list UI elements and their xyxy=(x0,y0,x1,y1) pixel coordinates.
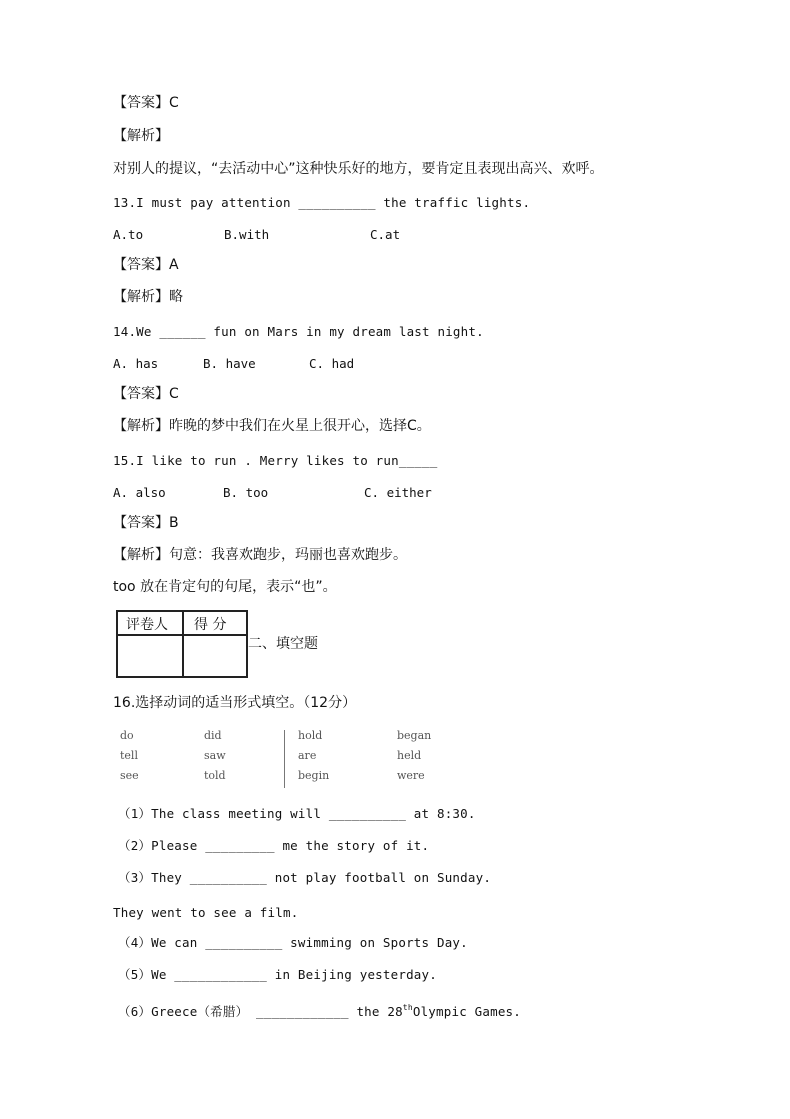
score-table xyxy=(116,610,248,678)
verb-word: held xyxy=(397,749,422,762)
q16-item-6-post: Olympic Games. xyxy=(412,1004,522,1019)
section-title: 二、填空题 xyxy=(248,636,318,652)
q15-option-a: A. also xyxy=(113,485,166,500)
q13-analysis: 【解析】略 xyxy=(113,289,183,305)
verb-word: see xyxy=(120,769,139,782)
q13-question: 13.I must pay attention __________ the traffic lights. xyxy=(113,195,531,210)
q14-option-b: B. have xyxy=(203,356,256,371)
q16-item-1: （1）The class meeting will __________ at 8:30. xyxy=(118,806,476,821)
q14-question: 14.We ______ fun on Mars in my dream last night. xyxy=(113,324,484,339)
verb-word: do xyxy=(120,729,134,742)
q12-analysis-text: 对别人的提议，“去活动中心”这种快乐好的地方，要肯定且表现出高兴、欢呼。 xyxy=(113,161,604,177)
table-divider-vertical xyxy=(182,612,184,676)
table-header-grader: 评卷人 xyxy=(126,617,168,633)
q14-option-a: A. has xyxy=(113,356,159,371)
verb-word: begin xyxy=(298,769,330,782)
q15-option-c: C. either xyxy=(364,485,432,500)
verb-word: told xyxy=(204,769,226,782)
verb-word: tell xyxy=(120,749,138,762)
q15-analysis: 【解析】句意：我喜欢跑步，玛丽也喜欢跑步。 xyxy=(113,547,407,563)
verb-word: saw xyxy=(204,749,226,762)
q12-answer: 【答案】C xyxy=(113,95,179,111)
q15-option-b: B. too xyxy=(223,485,269,500)
verb-word: did xyxy=(204,729,222,742)
q13-option-a: A.to xyxy=(113,227,144,242)
q13-answer: 【答案】A xyxy=(113,257,179,273)
q15-answer: 【答案】B xyxy=(113,515,179,531)
q12-analysis-label: 【解析】 xyxy=(113,128,169,144)
q16-item-6-pre: （6）Greece（希腊） ____________ the 28 xyxy=(118,1004,403,1019)
q16-item-6 xyxy=(118,1003,521,1021)
verb-word: are xyxy=(298,749,317,762)
q14-option-c: C. had xyxy=(309,356,355,371)
q13-option-b: B.with xyxy=(224,227,270,242)
q16-item-3-followup: They went to see a film. xyxy=(113,905,299,920)
q16-title: 16.选择动词的适当形式填空。（12分） xyxy=(113,695,357,711)
q14-answer: 【答案】C xyxy=(113,386,179,402)
verb-word: hold xyxy=(298,729,323,742)
q16-item-3: （3）They __________ not play football on Sunday. xyxy=(118,870,492,885)
q16-item-2: （2）Please _________ me the story of it. xyxy=(118,838,430,853)
q16-item-5: （5）We ____________ in Beijing yesterday. xyxy=(118,967,437,982)
verb-word: were xyxy=(397,769,425,782)
q15-note: too 放在肯定句的句尾，表示“也”。 xyxy=(113,579,337,595)
verb-word: began xyxy=(397,729,432,742)
verb-box-separator xyxy=(284,730,285,788)
q13-option-c: C.at xyxy=(370,227,401,242)
q15-question: 15.I like to run . Merry likes to run_____ xyxy=(113,453,438,468)
q14-analysis: 【解析】昨晚的梦中我们在火星上很开心，选择C。 xyxy=(113,418,431,434)
q16-item-6-superscript: th xyxy=(402,1003,413,1012)
q16-item-4: （4）We can __________ swimming on Sports Day. xyxy=(118,935,468,950)
table-header-score: 得 分 xyxy=(194,617,227,633)
